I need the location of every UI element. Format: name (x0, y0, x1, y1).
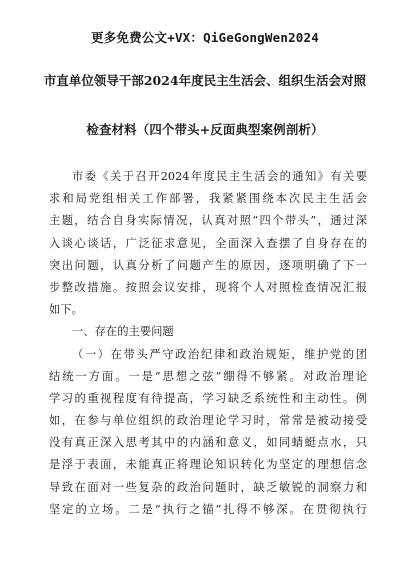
document-title-line-2: 检查材料（四个带头+反面典型案例剖析） (86, 122, 324, 137)
section-line: 导致在面对一些复杂的政治问题时，缺乏敏锐的洞察力和 (49, 480, 367, 494)
document-body (49, 166, 367, 521)
section-line: 如，在参与单位组织的政治理论学习时，常常是被动接受 (49, 414, 367, 428)
section-line: 结统一方面。一是“思想之弦”绷得不够紧。对政治理论 (49, 369, 367, 383)
intro-line: 突出问题，认真分析了问题产生的原因，逐项明确了下一 (49, 258, 367, 272)
section-line: 没有真正深入思考其中的内涵和意义，如同蜻蜓点水，只 (49, 436, 367, 450)
header-watermark-text: 更多免费公文+VX：QiGeGongWen2024 (91, 30, 319, 45)
intro-line: 步整改措施。按照会议安排，现将个人对照检查情况汇报 (49, 280, 367, 294)
section-line: 是浮于表面，未能真正将理论知识转化为坚定的理想信念 (49, 458, 367, 472)
section-heading: 一、存在的主要问题 (72, 325, 174, 339)
section-line: 学习的重视程度有待提高，学习缺乏系统性和主动性。例 (49, 391, 367, 405)
section-line: 坚定的立场。二是“执行之锚”扎得不够深。在贯彻执行 (49, 502, 367, 516)
section-line: （一）在带头严守政治纪律和政治规矩，维护党的团 (72, 347, 367, 361)
intro-line: 市委《关于召开2024年度民主生活会的通知》有关要 (72, 170, 367, 183)
intro-line: 求和局党组相关工作部署，我紧紧围绕本次民主生活会 (49, 192, 367, 206)
intro-line: 入谈心谈话，广泛征求意见，全面深入查摆了自身存在的 (49, 236, 367, 250)
document-title-line-1: 市直单位领导干部2024年度民主生活会、组织生活会对照 (43, 73, 367, 88)
intro-line: 主题，结合自身实际情况，认真对照“四个带头”，通过深 (49, 214, 367, 228)
intro-line: 如下。 (49, 303, 83, 317)
